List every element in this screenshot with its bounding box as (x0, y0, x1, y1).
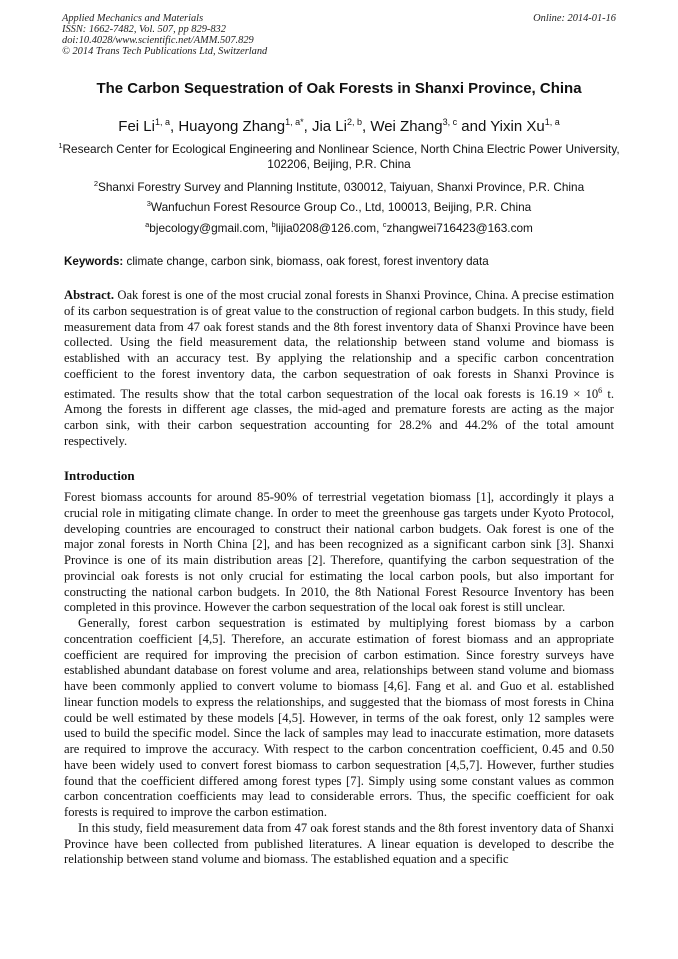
author-name: Huayong Zhang (178, 118, 286, 135)
journal-name: Applied Mechanics and Materials (62, 13, 204, 24)
doi-line: doi:10.4028/www.scientific.net/AMM.507.829 (62, 35, 254, 46)
affiliation-sup: 1 (58, 141, 63, 150)
affiliation-text: Shanxi Forestry Survey and Planning Institute, 030012, Taiyuan, Shanxi Province, P.R. China (98, 179, 585, 194)
author-list: Fei Li$^{1, a}$, Huayong Zhang$^{1, a*}$, Jia Li$^{2, b}$, Wei Zhang$^{3, c}$ and Yixin Xu$^{1, a}$ (118, 117, 560, 135)
author-name: Yixin Xu (490, 118, 545, 135)
email-b[interactable]: lijia0208@126.com, (275, 220, 380, 235)
affiliation-2 (40, 176, 638, 195)
abstract-text: Oak forest is one of the most crucial zonal forests in Shanxi Province, China. A precise estimation of its carbon sequestration is of great value to the construction of regional carbon budgets. In this study, field measurement data from 47 oak forest stands and the 8th forest inventory data of Shanxi Province have been collected. Using the field measurement data, the relationship between stand volume and biomass is established with an accuracy test. By applying the relationship and a specific carbon concentration coefficient to the forest inventory data, the carbon sequestration of oak forests in Shanxi Province is estimated. The results show that the total carbon sequestration of the local oak forests is 16.19 × 10 (64, 288, 614, 401)
affiliation-text: Research Center for Ecological Engineering and Nonlinear Science, North China Electric Power University, 102206, Beijing, P.R. China (62, 141, 620, 172)
journal-header (62, 13, 616, 57)
author-name: Jia Li (311, 118, 347, 135)
affiliation-sup: 2 (93, 179, 98, 188)
introduction-body (64, 490, 614, 868)
paragraph: Generally, forest carbon sequestration is estimated by multiplying forest biomass by a carbon concentration coefficient [4,5]. Therefore, an accurate estimation of forest biomass and an appropriate coefficient are required for improving the precision of carbon estimation. Since forestry surveys have established abundant database on forest volume and area, relationships between stand volume and biomass have been commonly applied to convert volume to biomass [4,6]. Fang et al. and Guo et al. established linear function models to express the relationships, and suggested that the biomass of most forests in China could be well estimated by these models [4,5]. However, in terms of the oak forest, only 12 samples were used to build the specific model. Since the lack of samples may lead to inaccurate estimation, more datasets are required to improve the accuracy. With respect to the carbon concentration coefficient, 0.45 and 0.50 have been widely used to convert forest biomass to carbon sequestration [4,5,7]. However, further studies found that the coefficient differed among forest types [7]. Simply using some constant values as common carbon concentration coefficients may lead to considerable errors. Thus, the specific coefficient for oak forests is required to improve the carbon estimation. (64, 616, 614, 819)
keywords-label: Keywords: (64, 255, 124, 268)
email-sup: a (145, 220, 150, 229)
affiliation-3 (40, 196, 638, 215)
paragraph: In this study, field measurement data from 47 oak forest stands and the 8th forest inventory data of Shanxi Province have been collected from published literatures. A linear equation is developed to describe the relationship between stand volume and biomass. The established equation and a specific (64, 820, 614, 867)
email-line (40, 217, 638, 236)
author-and: and (461, 118, 487, 135)
email-c[interactable]: zhangwei716423@163.com (386, 220, 533, 235)
author-sup: 2, b (346, 117, 362, 127)
email-sup: c (382, 220, 387, 229)
paper-title: The Carbon Sequestration of Oak Forests in Shanxi Province, China (96, 80, 582, 97)
abstract-exponent: 6 (598, 385, 603, 395)
abstract (64, 288, 614, 450)
paragraph: Forest biomass accounts for around 85-90% of terrestrial vegetation biomass [1], accordingly it plays a crucial role in mitigating climate change. In order to meet the greenhouse gas targets under Kyoto Protocol, developing countries are encouraged to construct their national carbon budgets. Oak forest is one of the major zonal forests in North China [2], and has been recognized as a significant carbon sink [3]. Shanxi Province is one of its main distribution areas [2]. Therefore, quantifying the carbon sequestration of the provincial oak forests is not only crucial for estimating the local carbon pools, but also important for constructing the national carbon budgets. In 2010, the 8th National Forest Resource Inventory has been completed in this province. However the carbon sequestration of the local oak forest is still unclear. (64, 490, 614, 615)
keywords (64, 254, 618, 269)
affiliation-1 (40, 138, 638, 173)
author-sup: 1, a (154, 117, 170, 127)
author-sup: 1, a (544, 117, 560, 127)
author-name: Wei Zhang (370, 118, 443, 135)
issn-line: ISSN: 1662-7482, Vol. 507, pp 829-832 (62, 24, 226, 35)
introduction-heading: Introduction (64, 468, 135, 483)
affiliation-sup: 3 (146, 199, 151, 208)
email-sup: b (271, 220, 276, 229)
author-sup: 3, c (442, 117, 458, 127)
copyright-line: © 2014 Trans Tech Publications Ltd, Switzerland (62, 46, 268, 57)
affiliation-text: Wanfuchun Forest Resource Group Co., Ltd, 100013, Beijing, P.R. China (150, 199, 532, 214)
keywords-text: climate change, carbon sink, biomass, oak forest, forest inventory data (126, 255, 489, 268)
online-date: Online: 2014-01-16 (533, 13, 616, 24)
author-sup: 1, a* (285, 117, 304, 127)
abstract-label: Abstract. (64, 288, 115, 302)
abstract-text-end: t. Among the forests in different age classes, the mid-aged and premature forests are acting as the major carbon sink, with their carbon sequestration accounting for 28.2% and 44.2% of the total amount respectively. (64, 386, 614, 448)
email-a[interactable]: bjecology@gmail.com, (149, 220, 269, 235)
author-name: Fei Li (118, 118, 155, 135)
